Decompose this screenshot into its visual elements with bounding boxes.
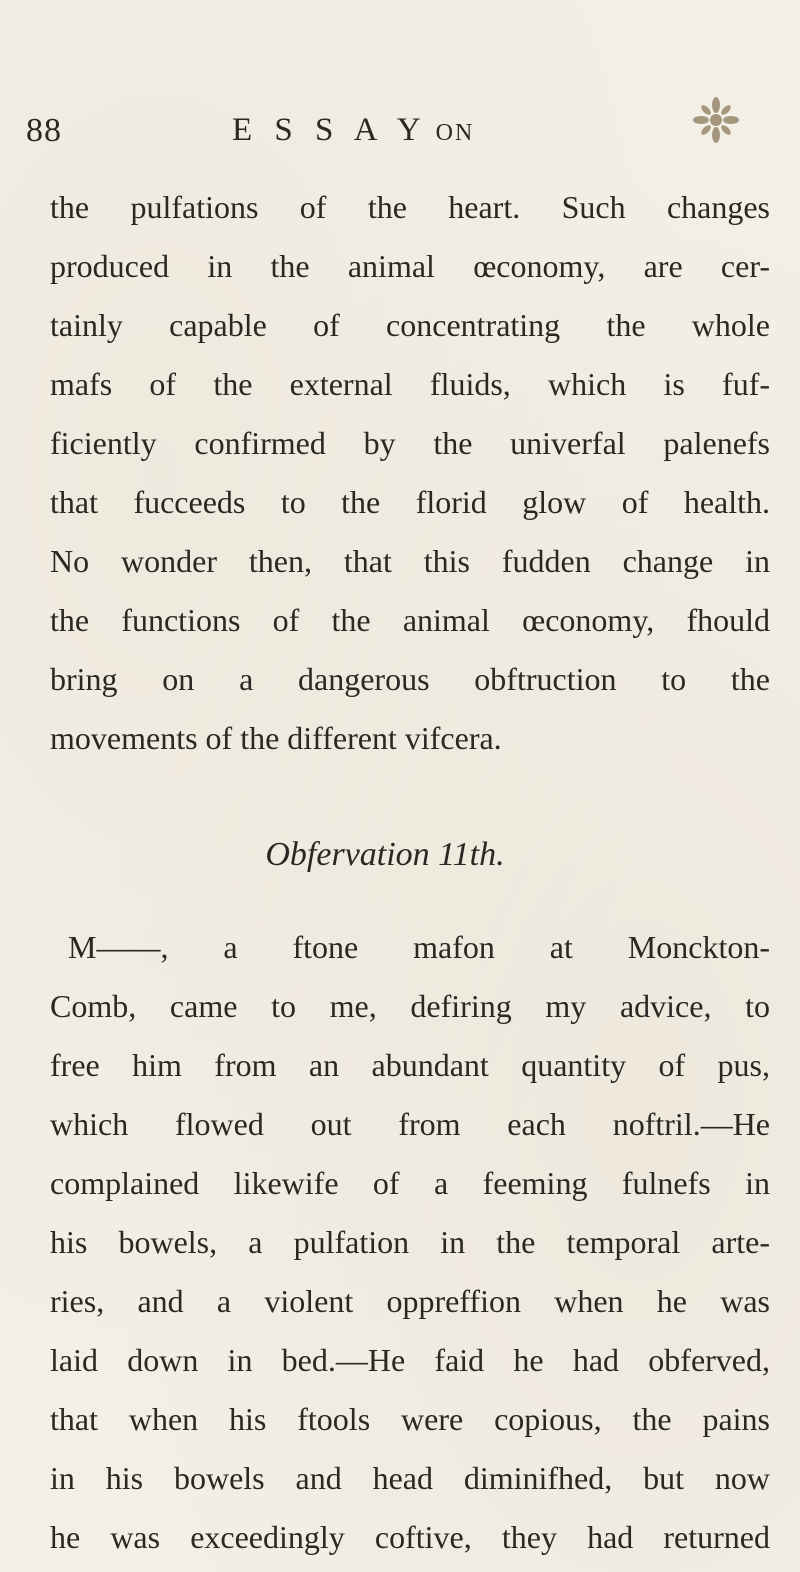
running-head-title: E S S A Y [232,112,428,148]
text-line: which flowed out from each noftril.—He [50,1106,770,1142]
text-line: complained likewife of a feeming fulnefs in [50,1165,770,1201]
text-line: he was exceedingly coftive, they had returned [50,1519,770,1555]
text-line: movements of the different vifcera. [50,720,502,756]
text-line: free him from an abundant quantity of pus, [50,1047,770,1083]
text-line: that when his ftools were copious, the pains [50,1401,770,1437]
page-header [22,110,782,170]
text-line: ries, and a violent oppreffion when he was [50,1283,770,1319]
running-head [232,112,474,149]
text-line: ficiently confirmed by the univerfal palenefs [50,425,770,461]
text-line: his bowels, a pulfation in the temporal arte- [50,1224,770,1260]
body-text [50,178,770,1567]
text-line: mafs of the external fluids, which is fuf- [50,366,770,402]
text-line: laid down in bed.—He faid he had obferved, [50,1342,770,1378]
running-head-suffix: ON [435,120,475,146]
text-line: that fucceeds to the florid glow of health. [50,484,770,520]
printers-ornament-icon [692,96,740,144]
text-line: M——, a ftone mafon at Monckton- [68,929,770,965]
text-line: the pulfations of the heart. Such changes [50,189,770,225]
text-line: bring on a dangerous obftruction to the [50,661,770,697]
text-line: Comb, came to me, defiring my advice, to [50,988,770,1024]
section-heading: Obfervation 11th. [265,836,505,873]
text-line: in his bowels and head diminifhed, but now [50,1460,770,1496]
page-number: 88 [26,112,62,149]
text-line: No wonder then, that this fudden change in [50,543,770,579]
text-line: the functions of the animal œconomy, fhould [50,602,770,638]
text-line: produced in the animal œconomy, are cer- [50,248,770,284]
text-line: tainly capable of concentrating the whole [50,307,770,343]
